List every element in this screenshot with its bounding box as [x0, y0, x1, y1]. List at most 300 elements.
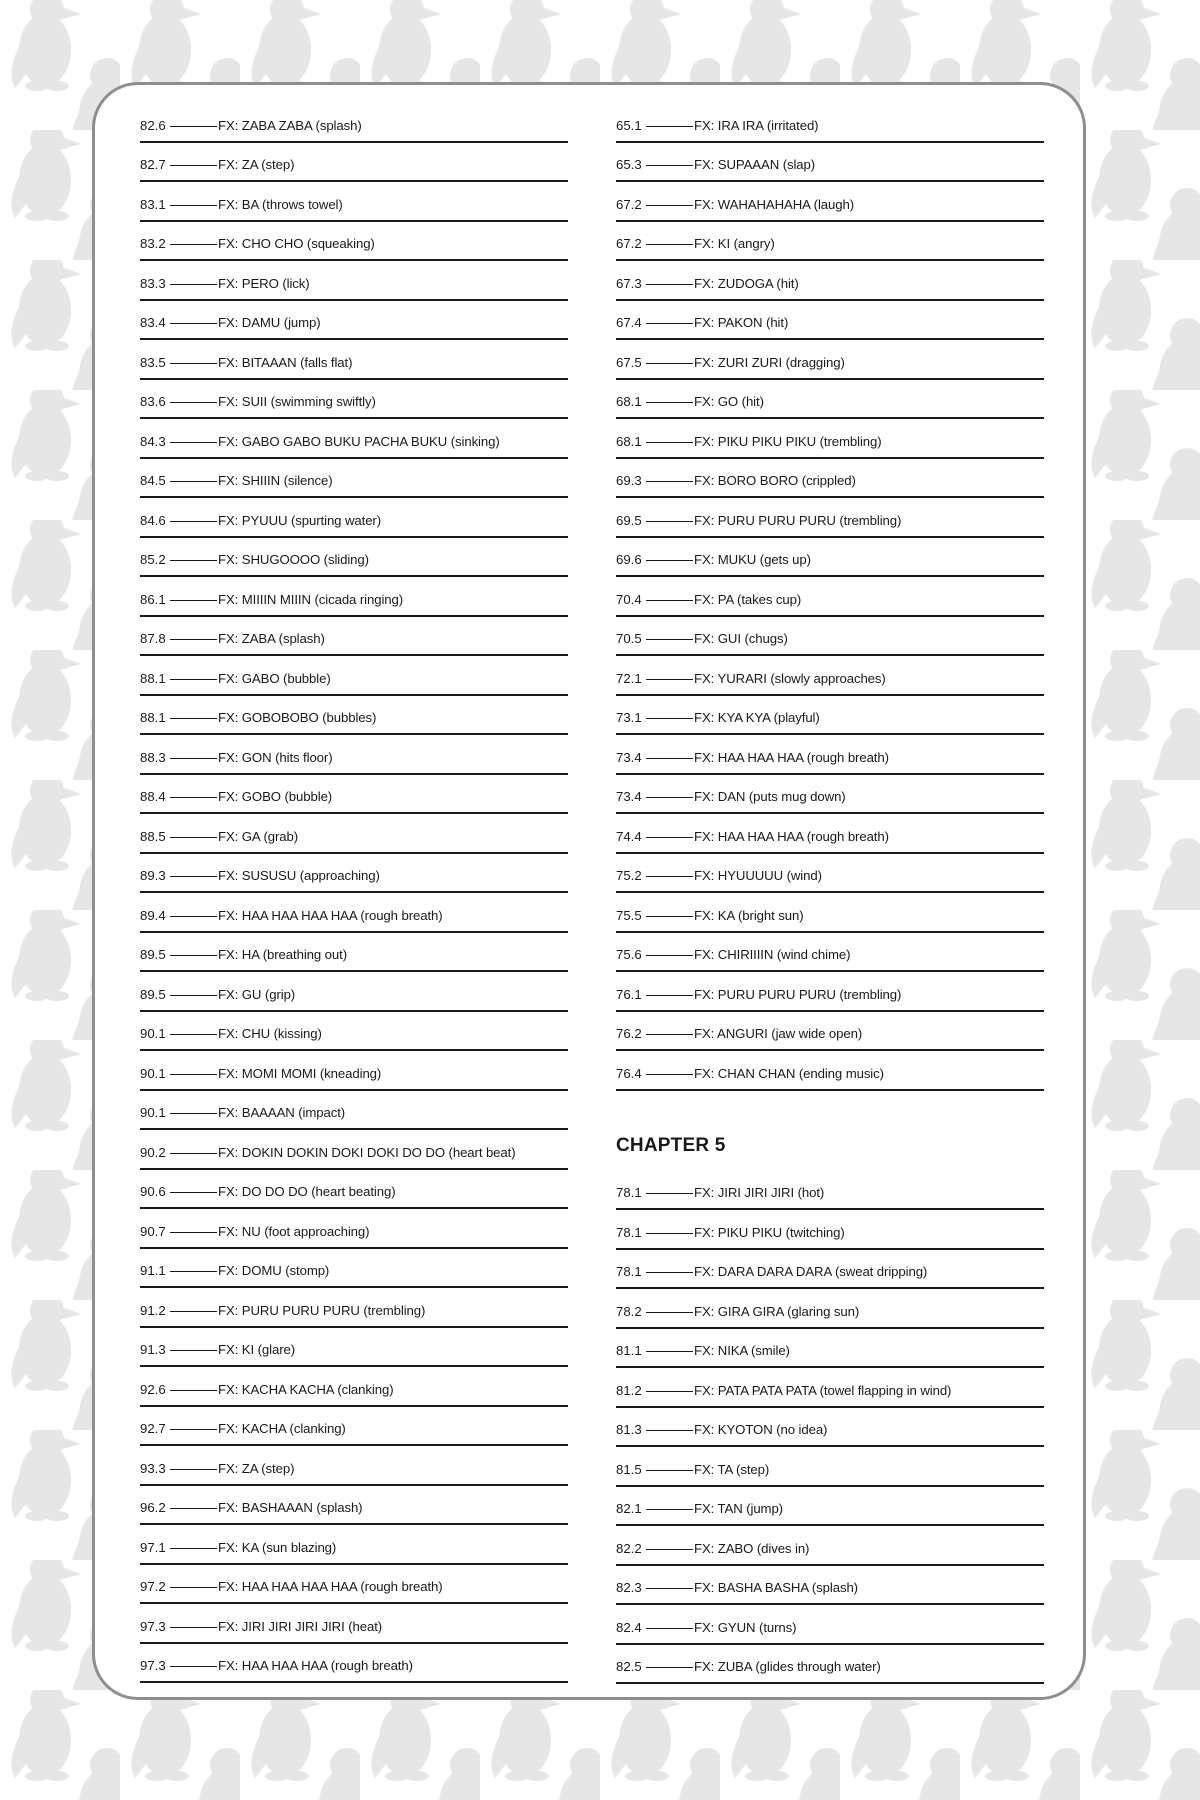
fx-entry [616, 538, 1044, 578]
panel-number: 83.4 [140, 315, 166, 330]
fx-translation: FX: ZABO (dives in) [694, 1540, 810, 1556]
leader-line [646, 165, 693, 166]
fx-translation: FX: DAN (puts mug down) [694, 789, 846, 804]
leader-line [646, 1509, 693, 1510]
panel-number: 84.3 [140, 433, 166, 449]
fx-entry [616, 1605, 1044, 1645]
panel-number: 96.2 [140, 1500, 166, 1515]
fx-entry [616, 1487, 1044, 1527]
fx-translation: FX: SHIIIN (silence) [218, 473, 333, 488]
content-panel [92, 82, 1086, 1700]
panel-number: 97.2 [140, 1579, 166, 1594]
fx-entry [616, 1210, 1044, 1250]
leader-line [646, 600, 693, 601]
fx-entry [140, 814, 568, 854]
leader-line [646, 837, 693, 838]
fx-entry [140, 380, 568, 420]
fx-entry [140, 617, 568, 657]
panel-number: 88.1 [140, 670, 166, 686]
leader-line [170, 1153, 217, 1154]
fx-entry [140, 1367, 568, 1407]
fx-entry [140, 1328, 568, 1368]
fx-entry [140, 182, 568, 222]
fx-translation: FX: HA (breathing out) [218, 947, 348, 962]
panel-number: 65.1 [616, 117, 642, 133]
fx-translation: FX: NU (foot approaching) [218, 1223, 370, 1239]
fx-entry [140, 301, 568, 341]
fx-translation: FX: MOMI MOMI (kneading) [218, 1065, 382, 1081]
panel-number: 89.3 [140, 868, 166, 883]
panel-number: 91.1 [140, 1263, 166, 1278]
fx-translation: FX: SUPAAAN (slap) [694, 157, 816, 172]
panel-number: 92.6 [140, 1381, 166, 1397]
fx-translation: FX: GU (grip) [218, 986, 296, 1002]
fx-entry [140, 696, 568, 736]
panel-number: 97.3 [140, 1658, 166, 1673]
leader-line [170, 837, 217, 838]
panel-number: 73.1 [616, 710, 642, 725]
fx-entry [616, 617, 1044, 657]
fx-entry [616, 380, 1044, 420]
panel-number: 82.5 [616, 1659, 642, 1674]
fx-translation: FX: DOMU (stomp) [218, 1263, 330, 1278]
fx-translation: FX: ZA (step) [218, 157, 295, 172]
fx-translation: FX: JIRI JIRI JIRI JIRI (heat) [218, 1618, 383, 1634]
fx-translation: FX: DO DO DO (heart beating) [218, 1184, 396, 1199]
fx-translation: FX: DOKIN DOKIN DOKI DOKI DO DO (heart beat) [218, 1144, 516, 1160]
panel-number: 73.4 [616, 749, 642, 765]
fx-entry [140, 1051, 568, 1091]
leader-line [170, 244, 217, 245]
fx-translation: FX: PIKU PIKU PIKU (trembling) [694, 433, 882, 449]
panel-number: 76.2 [616, 1026, 642, 1041]
fx-translation: FX: ANGURI (jaw wide open) [694, 1026, 863, 1041]
leader-line [646, 1628, 693, 1629]
panel-number: 74.4 [616, 828, 642, 844]
fx-entry [140, 1288, 568, 1328]
panel-number: 83.6 [140, 394, 166, 409]
leader-line [170, 1074, 217, 1075]
leader-line [646, 560, 693, 561]
fx-entry [140, 854, 568, 894]
fx-translation: FX: CHIRIIIIN (wind chime) [694, 947, 851, 962]
fx-translation: FX: GOBO (bubble) [218, 789, 333, 804]
panel-number: 90.1 [140, 1065, 166, 1081]
fx-translation: FX: SUII (swimming swiftly) [218, 394, 376, 409]
fx-entry [140, 1012, 568, 1052]
fx-translation: FX: HYUUUUU (wind) [694, 868, 822, 883]
leader-line [646, 402, 693, 403]
leader-line [646, 797, 693, 798]
fx-list-right-bottom [616, 1171, 1044, 1685]
panel-number: 67.2 [616, 196, 642, 212]
panel-number: 75.6 [616, 947, 642, 962]
fx-entry [616, 1447, 1044, 1487]
leader-line [646, 126, 693, 127]
panel-number: 69.5 [616, 512, 642, 528]
fx-translation: FX: NIKA (smile) [694, 1343, 790, 1358]
leader-line [170, 758, 217, 759]
panel-number: 72.1 [616, 670, 642, 686]
panel-number: 84.6 [140, 512, 166, 528]
fx-entry [616, 735, 1044, 775]
leader-line [646, 323, 693, 324]
leader-line [170, 995, 217, 996]
leader-line [646, 758, 693, 759]
fx-translation: FX: KACHA KACHA (clanking) [218, 1381, 394, 1397]
panel-number: 76.1 [616, 986, 642, 1002]
fx-translation: FX: KA (sun blazing) [218, 1539, 337, 1555]
fx-translation: FX: KI (glare) [218, 1342, 296, 1357]
fx-entry [616, 182, 1044, 222]
fx-entry [616, 459, 1044, 499]
fx-entry [140, 222, 568, 262]
panel-number: 84.5 [140, 473, 166, 488]
fx-translation: FX: CHAN CHAN (ending music) [694, 1065, 884, 1081]
fx-translation: FX: ZA (step) [218, 1460, 295, 1476]
fx-translation: FX: HAA HAA HAA (rough breath) [694, 749, 889, 765]
leader-line [170, 1350, 217, 1351]
panel-number: 90.1 [140, 1026, 166, 1041]
panel-number: 75.2 [616, 868, 642, 883]
fx-entry [140, 1565, 568, 1605]
panel-number: 67.3 [616, 275, 642, 291]
fx-entry [140, 340, 568, 380]
leader-line [646, 1430, 693, 1431]
chapter-header [616, 1091, 1044, 1171]
fx-entry [616, 814, 1044, 854]
fx-entry [140, 1407, 568, 1447]
leader-line [170, 1627, 217, 1628]
fx-translation: FX: CHU (kissing) [218, 1026, 322, 1041]
leader-line [170, 1232, 217, 1233]
leader-line [646, 1034, 693, 1035]
leader-line [646, 1074, 693, 1075]
panel-number: 81.5 [616, 1461, 642, 1477]
fx-translation: FX: BORO BORO (crippled) [694, 473, 856, 488]
fx-translation: FX: WAHAHAHAHA (laugh) [694, 196, 854, 212]
panel-number: 91.3 [140, 1342, 166, 1357]
panel-number: 90.1 [140, 1105, 166, 1120]
panel-number: 82.4 [616, 1619, 642, 1635]
leader-line [646, 1272, 693, 1273]
leader-line [646, 995, 693, 996]
leader-line [170, 1113, 217, 1114]
leader-line [170, 481, 217, 482]
panel-number: 67.2 [616, 236, 642, 251]
panel-number: 86.1 [140, 591, 166, 607]
fx-entry [140, 1209, 568, 1249]
fx-translation: FX: ZUBA (glides through water) [694, 1659, 881, 1674]
fx-translation: FX: BITAAAN (falls flat) [218, 354, 353, 370]
leader-line [646, 1351, 693, 1352]
panel-number: 92.7 [140, 1421, 166, 1436]
panel-number: 70.5 [616, 631, 642, 646]
panel-number: 65.3 [616, 157, 642, 172]
leader-line [646, 718, 693, 719]
leader-line [170, 323, 217, 324]
fx-translation: FX: PYUUU (spurting water) [218, 512, 382, 528]
leader-line [646, 205, 693, 206]
fx-translation: FX: ZABA ZABA (splash) [218, 117, 362, 133]
fx-entry [616, 656, 1044, 696]
panel-number: 81.2 [616, 1382, 642, 1398]
fx-translation: FX: PURU PURU PURU (trembling) [218, 1302, 426, 1318]
fx-translation: FX: PAKON (hit) [694, 315, 789, 330]
panel-number: 82.2 [616, 1540, 642, 1556]
leader-line [646, 1391, 693, 1392]
panel-number: 83.5 [140, 354, 166, 370]
fx-translation: FX: JIRI JIRI JIRI (hot) [694, 1185, 825, 1200]
panel-number: 90.2 [140, 1144, 166, 1160]
leader-line [170, 205, 217, 206]
leader-line [170, 1192, 217, 1193]
panel-number: 90.7 [140, 1223, 166, 1239]
fx-translation: FX: KYA KYA (playful) [694, 710, 820, 725]
fx-entry [140, 1446, 568, 1486]
panel-number: 93.3 [140, 1460, 166, 1476]
fx-translation: FX: BA (throws towel) [218, 196, 343, 212]
panel-number: 88.1 [140, 710, 166, 725]
fx-translation: FX: HAA HAA HAA (rough breath) [694, 828, 889, 844]
leader-line [170, 402, 217, 403]
leader-line [170, 1469, 217, 1470]
fx-entry [616, 933, 1044, 973]
fx-translation: FX: GA (grab) [218, 828, 299, 844]
fx-entry [616, 498, 1044, 538]
leader-line [170, 521, 217, 522]
fx-translation: FX: GOBOBOBO (bubbles) [218, 710, 377, 725]
panel-number: 73.4 [616, 789, 642, 804]
leader-line [170, 442, 217, 443]
fx-entry [140, 1604, 568, 1644]
fx-translation: FX: TAN (jump) [694, 1501, 783, 1516]
fx-entry [616, 1368, 1044, 1408]
fx-entry [616, 893, 1044, 933]
leader-line [170, 284, 217, 285]
fx-translation: FX: ZABA (splash) [218, 631, 325, 646]
panel-number: 69.3 [616, 473, 642, 488]
fx-entry [140, 143, 568, 183]
fx-entry [616, 1645, 1044, 1685]
fx-entry [616, 1289, 1044, 1329]
fx-entry [140, 1486, 568, 1526]
leader-line [646, 1470, 693, 1471]
fx-entry [140, 1091, 568, 1131]
leader-line [170, 1271, 217, 1272]
leader-line [646, 1588, 693, 1589]
leader-line [646, 639, 693, 640]
fx-entry [140, 261, 568, 301]
fx-entry [616, 1408, 1044, 1448]
leader-line [646, 442, 693, 443]
leader-line [170, 363, 217, 364]
leader-line [170, 1548, 217, 1549]
panel-number: 68.1 [616, 394, 642, 409]
fx-entry [140, 103, 568, 143]
fx-translation: FX: BASHA BASHA (splash) [694, 1580, 858, 1595]
fx-entry [616, 972, 1044, 1012]
fx-list-right-top [616, 103, 1044, 1091]
fx-entry [616, 222, 1044, 262]
fx-entry [140, 893, 568, 933]
fx-translation: FX: GABO GABO BUKU PACHA BUKU (sinking) [218, 433, 500, 449]
panel-number: 88.3 [140, 749, 166, 765]
fx-entry [616, 1171, 1044, 1211]
leader-line [170, 1311, 217, 1312]
fx-translation: FX: HAA HAA HAA (rough breath) [218, 1658, 413, 1673]
leader-line [646, 1549, 693, 1550]
fx-translation: FX: GO (hit) [694, 394, 764, 409]
fx-translation: FX: PA (takes cup) [694, 591, 802, 607]
panel-number: 82.7 [140, 157, 166, 172]
fx-translation: FX: GIRA GIRA (glaring sun) [694, 1303, 860, 1319]
leader-line [170, 1034, 217, 1035]
leader-line [170, 876, 217, 877]
fx-translation: FX: HAA HAA HAA HAA (rough breath) [218, 907, 443, 923]
fx-translation: FX: KYOTON (no idea) [694, 1422, 828, 1437]
fx-translation: FX: DAMU (jump) [218, 315, 321, 330]
panel-number: 78.1 [616, 1224, 642, 1240]
leader-line [646, 363, 693, 364]
fx-list-left [140, 103, 568, 1683]
fx-entry [616, 854, 1044, 894]
fx-translation: FX: KA (bright sun) [694, 907, 804, 923]
fx-translation: FX: TA (step) [694, 1461, 770, 1477]
leader-line [170, 165, 217, 166]
leader-line [170, 1666, 217, 1667]
panel-number: 89.5 [140, 947, 166, 962]
fx-entry [140, 775, 568, 815]
fx-entry [140, 933, 568, 973]
panel-number: 82.3 [616, 1580, 642, 1595]
panel-number: 70.4 [616, 591, 642, 607]
panel-number: 88.4 [140, 789, 166, 804]
fx-entry [616, 1012, 1044, 1052]
panel-number: 78.1 [616, 1264, 642, 1279]
fx-entry [616, 103, 1044, 143]
fx-entry [616, 1329, 1044, 1369]
fx-translation: FX: GUI (chugs) [694, 631, 788, 646]
fx-entry [140, 577, 568, 617]
fx-translation: FX: DARA DARA DARA (sweat dripping) [694, 1264, 928, 1279]
leader-line [646, 916, 693, 917]
fx-translation: FX: MUKU (gets up) [694, 552, 811, 567]
leader-line [646, 284, 693, 285]
fx-entry [140, 419, 568, 459]
leader-line [170, 560, 217, 561]
panel-number: 81.1 [616, 1343, 642, 1358]
fx-translation: FX: GON (hits floor) [218, 749, 333, 765]
panel-number: 67.5 [616, 354, 642, 370]
panel-number: 76.4 [616, 1065, 642, 1081]
leader-line [170, 1508, 217, 1509]
fx-translation: FX: MIIIIN MIIIN (cicada ringing) [218, 591, 404, 607]
fx-entry [140, 1170, 568, 1210]
fx-translation: FX: GYUN (turns) [694, 1619, 797, 1635]
panel-number: 97.3 [140, 1618, 166, 1634]
fx-translation: FX: YURARI (slowly approaches) [694, 670, 886, 686]
panel-number: 67.4 [616, 315, 642, 330]
chapter-title: CHAPTER 5 [616, 1134, 726, 1156]
leader-line [170, 600, 217, 601]
fx-translation: FX: HAA HAA HAA HAA (rough breath) [218, 1579, 443, 1594]
leader-line [646, 1233, 693, 1234]
fx-translation: FX: ZURI ZURI (dragging) [694, 354, 845, 370]
panel-number: 81.3 [616, 1422, 642, 1437]
leader-line [170, 797, 217, 798]
leader-line [646, 1193, 693, 1194]
fx-list-right [616, 103, 1044, 1684]
fx-entry [616, 696, 1044, 736]
fx-entry [616, 1051, 1044, 1091]
fx-translation: FX: KI (angry) [694, 236, 775, 251]
leader-line [170, 916, 217, 917]
leader-line [646, 679, 693, 680]
fx-entry [140, 735, 568, 775]
fx-entry [616, 1566, 1044, 1606]
panel-number: 87.8 [140, 631, 166, 646]
fx-entry [616, 577, 1044, 617]
fx-entry [140, 538, 568, 578]
panel-number: 88.5 [140, 828, 166, 844]
panel-number: 68.1 [616, 433, 642, 449]
fx-entry [140, 498, 568, 538]
fx-entry [140, 656, 568, 696]
panel-number: 97.1 [140, 1539, 166, 1555]
fx-translation: FX: PIKU PIKU (twitching) [694, 1224, 845, 1240]
fx-entry [140, 1644, 568, 1684]
leader-line [170, 679, 217, 680]
leader-line [646, 244, 693, 245]
fx-entry [616, 301, 1044, 341]
panel-number: 75.5 [616, 907, 642, 923]
leader-line [170, 955, 217, 956]
panel-number: 82.6 [140, 117, 166, 133]
fx-translation: FX: PURU PURU PURU (trembling) [694, 986, 902, 1002]
fx-translation: FX: ZUDOGA (hit) [694, 275, 799, 291]
panel-number: 91.2 [140, 1302, 166, 1318]
panel-number: 90.6 [140, 1184, 166, 1199]
leader-line [170, 126, 217, 127]
fx-translation: FX: IRA IRA (irritated) [694, 117, 819, 133]
leader-line [646, 1312, 693, 1313]
fx-translation: FX: BAAAAN (impact) [218, 1105, 346, 1120]
panel-number: 83.2 [140, 236, 166, 251]
leader-line [646, 481, 693, 482]
fx-translation: FX: CHO CHO (squeaking) [218, 236, 375, 251]
leader-line [170, 1587, 217, 1588]
fx-entry [616, 261, 1044, 301]
fx-translation: FX: PURU PURU PURU (trembling) [694, 512, 902, 528]
panel-number: 78.2 [616, 1303, 642, 1319]
leader-line [170, 1390, 217, 1391]
panel-number: 69.6 [616, 552, 642, 567]
fx-entry [616, 1526, 1044, 1566]
leader-line [646, 521, 693, 522]
fx-entry [616, 419, 1044, 459]
panel-number: 82.1 [616, 1501, 642, 1516]
fx-translation: FX: PERO (lick) [218, 275, 310, 291]
fx-entry [140, 1525, 568, 1565]
fx-translation: FX: PATA PATA PATA (towel flapping in wind) [694, 1382, 952, 1398]
fx-entry [140, 459, 568, 499]
fx-entry [616, 1250, 1044, 1290]
fx-entry [616, 340, 1044, 380]
fx-entry [140, 972, 568, 1012]
leader-line [646, 1667, 693, 1668]
fx-translation: FX: KACHA (clanking) [218, 1421, 346, 1436]
